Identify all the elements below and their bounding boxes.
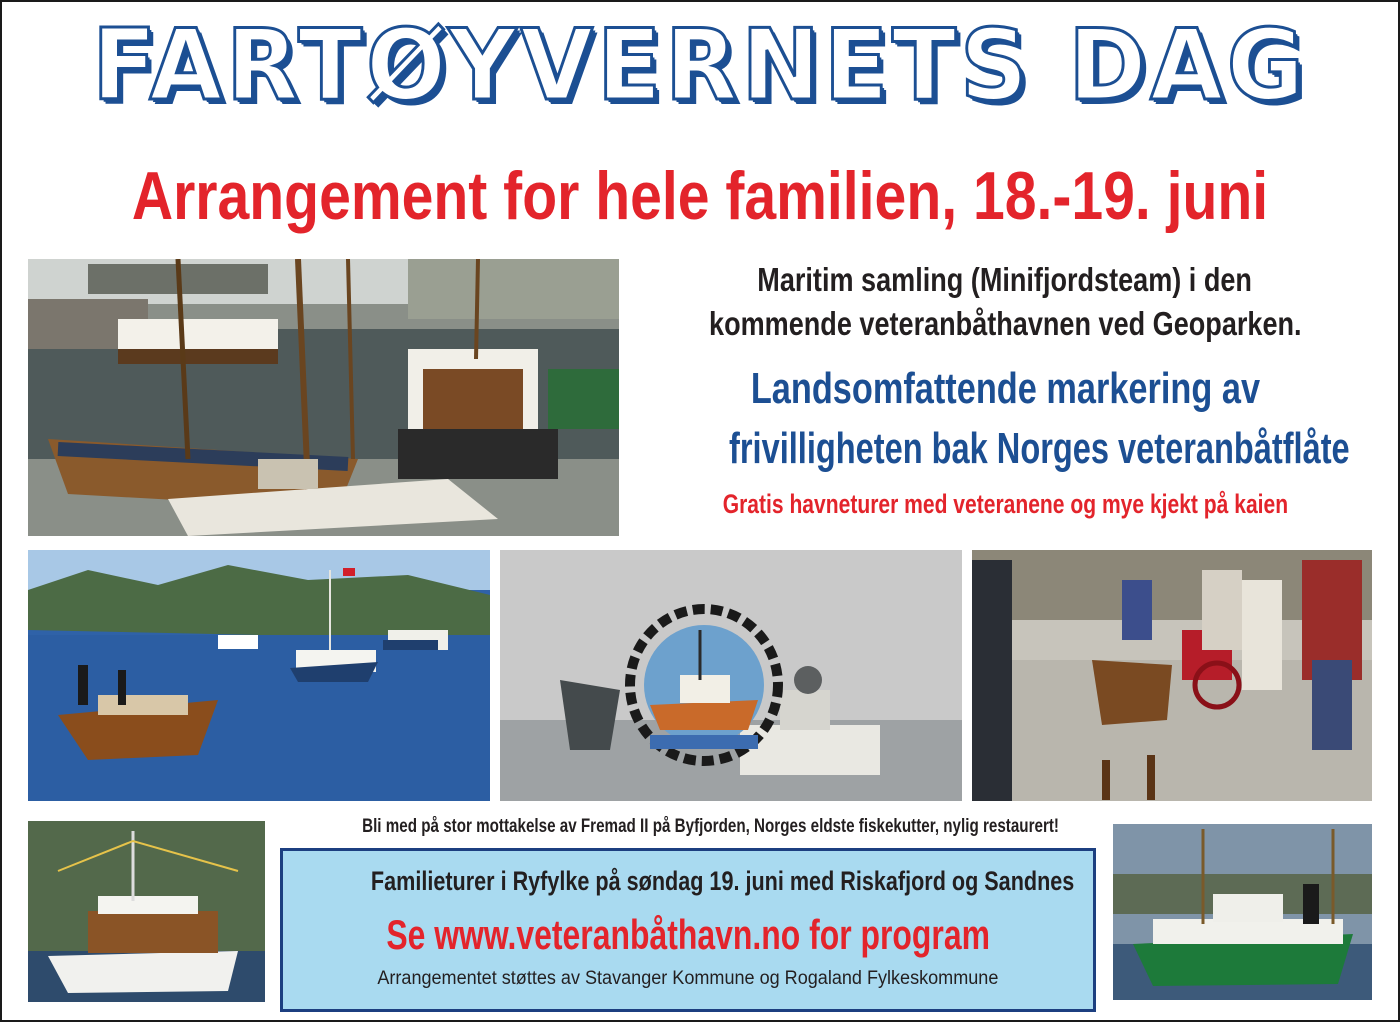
free-tours-text: Gratis havneturer med veteranene og mye kjekt på kaien	[722, 489, 1288, 519]
white-boat-photo	[28, 821, 265, 1002]
poster-subtitle: Arrangement for hele familien, 18.-19. juni	[131, 158, 1269, 234]
green-ship-photo	[1113, 824, 1372, 1000]
fjord-parade-photo	[28, 550, 490, 801]
laurel-emblem-photo	[500, 550, 962, 801]
harbor-photo	[28, 259, 619, 536]
program-callout	[280, 848, 1096, 1012]
sponsors-text: Arrangementet støttes av Stavanger Kommune og Rogaland Fylkeskommune	[377, 968, 999, 989]
fremad-note: Bli med på stor mottakelse av Fremad II på Byfjorden, Norges eldste fiskekutter, nylig restaurert!	[362, 816, 1059, 837]
intro-line-1: Maritim samling (Minifjordsteam) i den	[757, 261, 1253, 298]
highlight-line-2: frivilligheten bak Norges veteranbåtflåte	[729, 424, 1350, 473]
website-link[interactable]: Se www.veteranbåthavn.no for program	[386, 911, 990, 958]
ryfylke-text: Familieturer i Ryfylke på søndag 19. juni med Riskafjord og Sandnes	[370, 866, 1075, 896]
highlight-line-1: Landsomfattende markering av	[750, 364, 1260, 413]
poster-title: FARTØYVERNETS DAG	[92, 9, 1308, 123]
intro-line-2: kommende veteranbåthavnen ved Geoparken.	[708, 305, 1302, 342]
pony-cart-photo	[972, 550, 1372, 801]
